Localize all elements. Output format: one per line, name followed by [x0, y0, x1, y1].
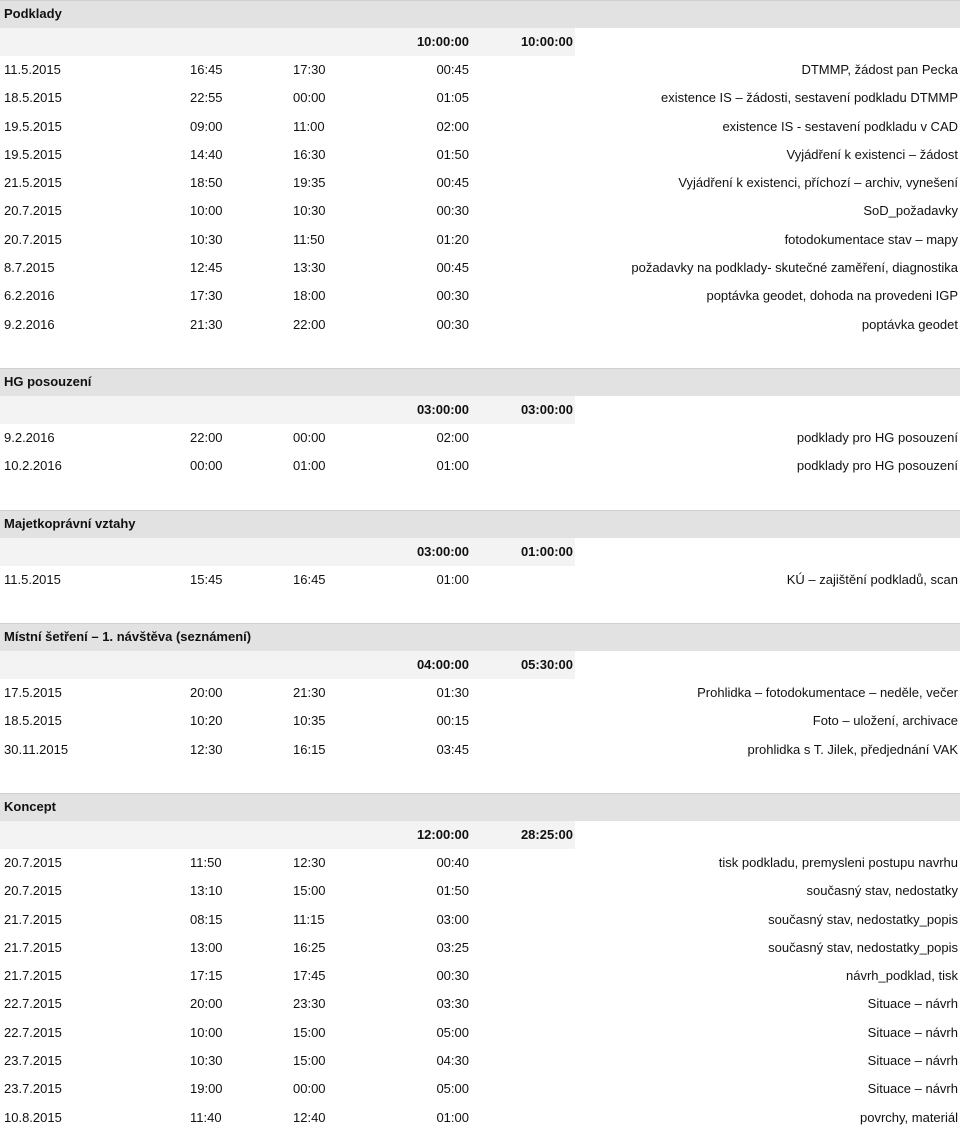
entry-end-time: 16:25 — [293, 939, 326, 955]
entry-date: 17.5.2015 — [4, 685, 62, 700]
entry-start-time: 11:40 — [190, 1109, 222, 1125]
entry-description: Situace – návrh — [867, 1024, 958, 1040]
entry-date: 10.2.2016 — [4, 458, 62, 474]
entry-start-time: 16:45 — [190, 62, 223, 77]
entry-date: 18.5.2015 — [4, 90, 62, 106]
entry-date: 23.7.2015 — [4, 1053, 62, 1069]
entry-date: 21.7.2015 — [4, 968, 62, 984]
table-row — [0, 962, 960, 990]
entry-start-time: 12:30 — [190, 741, 223, 757]
entry-date: 21.7.2015 — [4, 911, 62, 927]
entry-start-time: 17:15 — [190, 968, 223, 984]
section-totals-row — [0, 651, 960, 679]
entry-description: návrh_podklad, tisk — [845, 968, 958, 984]
entry-date: 20.7.2015 — [4, 883, 62, 899]
entry-description: požadavky na podklady- skutečné zaměření, diagnostika — [631, 260, 958, 276]
section-totals-row — [0, 28, 960, 56]
total-planned: 03:00:00 — [416, 544, 469, 559]
total-actual: 01:00:00 — [520, 544, 573, 559]
entry-end-time: 18:00 — [293, 288, 326, 304]
entry-date: 23.7.2015 — [4, 1081, 62, 1097]
entry-start-time: 19:00 — [190, 1081, 223, 1097]
entry-date: 9.2.2016 — [4, 316, 55, 332]
entry-start-time: 09:00 — [190, 118, 223, 134]
entry-end-time: 15:00 — [293, 883, 326, 899]
section-block — [0, 793, 960, 1132]
total-actual: 05:30:00 — [520, 657, 573, 672]
table-row — [0, 141, 960, 169]
entry-description: SoD_požadavky — [863, 203, 958, 219]
table-row — [0, 452, 960, 480]
entry-end-time: 11:50 — [293, 231, 325, 247]
table-row — [0, 169, 960, 197]
entry-description: DTMMP, žádost pan Pecka — [801, 62, 958, 77]
table-row — [0, 849, 960, 877]
entry-duration: 00:30 — [436, 316, 469, 332]
section-totals-row — [0, 538, 960, 566]
table-row — [0, 1075, 960, 1103]
entry-end-time: 16:15 — [293, 741, 326, 757]
table-row — [0, 877, 960, 905]
entry-end-time: 21:30 — [293, 685, 326, 700]
table-row — [0, 311, 960, 339]
entry-date: 19.5.2015 — [4, 146, 62, 162]
total-planned: 04:00:00 — [416, 657, 469, 672]
table-row — [0, 113, 960, 141]
entry-duration: 01:00 — [436, 572, 469, 587]
totals-background — [0, 651, 575, 679]
section-totals-row — [0, 396, 960, 424]
table-row — [0, 934, 960, 962]
entry-end-time: 11:15 — [293, 911, 325, 927]
total-actual: 10:00:00 — [520, 34, 573, 49]
section-title: Místní šetření – 1. návštěva (seznámení) — [0, 623, 960, 651]
entry-date: 22.7.2015 — [4, 996, 62, 1012]
entry-description: současný stav, nedostatky_popis — [768, 911, 958, 927]
entry-duration: 02:00 — [436, 430, 469, 445]
totals-background — [0, 396, 575, 424]
section-title: Majetkoprávní vztahy — [0, 510, 960, 538]
entry-date: 19.5.2015 — [4, 118, 62, 134]
entry-duration: 01:20 — [436, 231, 469, 247]
table-row — [0, 84, 960, 112]
table-row — [0, 990, 960, 1018]
entry-description: Prohlidka – fotodokumentace – neděle, večer — [697, 685, 958, 700]
totals-background — [0, 28, 575, 56]
entry-duration: 04:30 — [436, 1053, 469, 1069]
entry-description: Situace – návrh — [867, 1081, 958, 1097]
table-row — [0, 736, 960, 764]
entry-start-time: 17:30 — [190, 288, 223, 304]
entry-description: Vyjádření k existenci – žádost — [786, 146, 958, 162]
entry-date: 6.2.2016 — [4, 288, 55, 304]
entry-description: současný stav, nedostatky_popis — [768, 939, 958, 955]
entry-date: 10.8.2015 — [4, 1109, 62, 1125]
entry-description: podklady pro HG posouzení — [796, 430, 958, 445]
entry-description: podklady pro HG posouzení — [796, 458, 958, 474]
entry-end-time: 13:30 — [293, 260, 326, 276]
table-row — [0, 424, 960, 452]
entry-end-time: 00:00 — [293, 90, 326, 106]
entry-description: prohlidka s T. Jilek, předjednání VAK — [747, 741, 958, 757]
entry-date: 9.2.2016 — [4, 430, 55, 445]
section-totals-row — [0, 821, 960, 849]
entry-description: Vyjádření k existenci, příchozí – archiv, vynešení — [678, 175, 958, 191]
totals-background — [0, 538, 575, 566]
entry-start-time: 15:45 — [190, 572, 223, 587]
entry-duration: 01:50 — [436, 883, 469, 899]
entry-end-time: 12:40 — [293, 1109, 326, 1125]
entry-start-time: 14:40 — [190, 146, 223, 162]
entry-end-time: 15:00 — [293, 1024, 326, 1040]
total-actual: 28:25:00 — [520, 827, 573, 842]
entry-date: 30.11.2015 — [4, 741, 69, 757]
entry-start-time: 10:00 — [190, 203, 223, 219]
entry-date: 18.5.2015 — [4, 713, 62, 729]
entry-start-time: 12:45 — [190, 260, 223, 276]
entry-date: 11.5.2015 — [4, 572, 61, 587]
entry-duration: 00:45 — [436, 175, 469, 191]
entry-date: 20.7.2015 — [4, 231, 62, 247]
entry-duration: 00:30 — [436, 203, 469, 219]
entry-description: Situace – návrh — [867, 1053, 958, 1069]
total-planned: 10:00:00 — [416, 34, 469, 49]
entry-end-time: 17:30 — [293, 62, 326, 77]
entry-duration: 03:25 — [436, 939, 469, 955]
entry-description: fotodokumentace stav – mapy — [784, 231, 958, 247]
table-row — [0, 254, 960, 282]
entry-description: Foto – uložení, archivace — [812, 713, 958, 729]
section-title: Koncept — [0, 793, 960, 821]
entry-start-time: 10:30 — [190, 1053, 223, 1069]
entry-end-time: 10:30 — [293, 203, 326, 219]
table-row — [0, 1019, 960, 1047]
entry-date: 21.5.2015 — [4, 175, 62, 191]
entry-description: existence IS - sestavení podkladu v CAD — [722, 118, 958, 134]
entry-description: existence IS – žádosti, sestavení podkladu DTMMP — [661, 90, 958, 106]
entry-duration: 05:00 — [436, 1081, 469, 1097]
entry-start-time: 13:00 — [190, 939, 223, 955]
entry-end-time: 10:35 — [293, 713, 326, 729]
entry-end-time: 22:00 — [293, 316, 326, 332]
entry-start-time: 21:30 — [190, 316, 223, 332]
entry-date: 21.7.2015 — [4, 939, 62, 955]
table-row — [0, 282, 960, 310]
section-block — [0, 0, 960, 339]
entry-description: současný stav, nedostatky — [806, 883, 958, 899]
entry-duration: 01:30 — [436, 685, 469, 700]
section-block — [0, 623, 960, 764]
section-block — [0, 368, 960, 481]
entry-date: 20.7.2015 — [4, 203, 62, 219]
entry-start-time: 10:20 — [190, 713, 223, 729]
entry-start-time: 11:50 — [190, 855, 222, 870]
entry-duration: 03:00 — [436, 911, 469, 927]
section-title: HG posouzení — [0, 368, 960, 396]
entry-start-time: 00:00 — [190, 458, 223, 474]
entry-end-time: 12:30 — [293, 855, 326, 870]
entry-description: povrchy, materiál — [859, 1109, 958, 1125]
section-title: Podklady — [0, 0, 960, 28]
entry-end-time: 23:30 — [293, 996, 326, 1012]
entry-duration: 01:00 — [436, 458, 469, 474]
entry-duration: 03:45 — [436, 741, 469, 757]
totals-background — [0, 821, 575, 849]
table-row — [0, 707, 960, 735]
entry-end-time: 16:30 — [293, 146, 326, 162]
entry-description: tisk podkladu, premysleni postupu navrhu — [718, 855, 958, 870]
entry-description: poptávka geodet — [861, 316, 958, 332]
entry-duration: 00:30 — [436, 288, 469, 304]
table-row — [0, 197, 960, 225]
entry-duration: 01:00 — [436, 1109, 469, 1125]
entry-duration: 01:50 — [436, 146, 469, 162]
table-row — [0, 679, 960, 707]
entry-duration: 00:15 — [436, 713, 469, 729]
entry-duration: 00:30 — [436, 968, 469, 984]
entry-duration: 05:00 — [436, 1024, 469, 1040]
total-actual: 03:00:00 — [520, 402, 573, 417]
entry-end-time: 11:00 — [293, 118, 325, 134]
total-planned: 03:00:00 — [416, 402, 469, 417]
entry-description: poptávka geodet, dohoda na provedeni IGP — [706, 288, 958, 304]
entry-date: 20.7.2015 — [4, 855, 62, 870]
entry-description: Situace – návrh — [867, 996, 958, 1012]
entry-date: 22.7.2015 — [4, 1024, 62, 1040]
entry-end-time: 15:00 — [293, 1053, 326, 1069]
entry-end-time: 19:35 — [293, 175, 326, 191]
table-row — [0, 906, 960, 934]
entry-date: 11.5.2015 — [4, 62, 61, 77]
table-row — [0, 226, 960, 254]
entry-duration: 00:45 — [436, 62, 469, 77]
entry-start-time: 08:15 — [190, 911, 223, 927]
entry-start-time: 20:00 — [190, 685, 223, 700]
total-planned: 12:00:00 — [416, 827, 469, 842]
entry-duration: 00:45 — [436, 260, 469, 276]
entry-duration: 00:40 — [436, 855, 469, 870]
entry-start-time: 22:00 — [190, 430, 223, 445]
entry-start-time: 20:00 — [190, 996, 223, 1012]
table-row — [0, 566, 960, 594]
entry-start-time: 13:10 — [190, 883, 223, 899]
entry-start-time: 10:00 — [190, 1024, 223, 1040]
entry-end-time: 17:45 — [293, 968, 326, 984]
entry-duration: 03:30 — [436, 996, 469, 1012]
entry-end-time: 00:00 — [293, 430, 326, 445]
section-block — [0, 510, 960, 594]
entry-duration: 01:05 — [436, 90, 469, 106]
entry-start-time: 22:55 — [190, 90, 223, 106]
entry-end-time: 16:45 — [293, 572, 326, 587]
entry-end-time: 01:00 — [293, 458, 326, 474]
table-row — [0, 1047, 960, 1075]
entry-duration: 02:00 — [436, 118, 469, 134]
table-row — [0, 56, 960, 84]
entry-start-time: 18:50 — [190, 175, 223, 191]
entry-description: KÚ – zajištění podkladů, scan — [786, 572, 958, 587]
entry-start-time: 10:30 — [190, 231, 223, 247]
entry-end-time: 00:00 — [293, 1081, 326, 1097]
entry-date: 8.7.2015 — [4, 260, 55, 276]
